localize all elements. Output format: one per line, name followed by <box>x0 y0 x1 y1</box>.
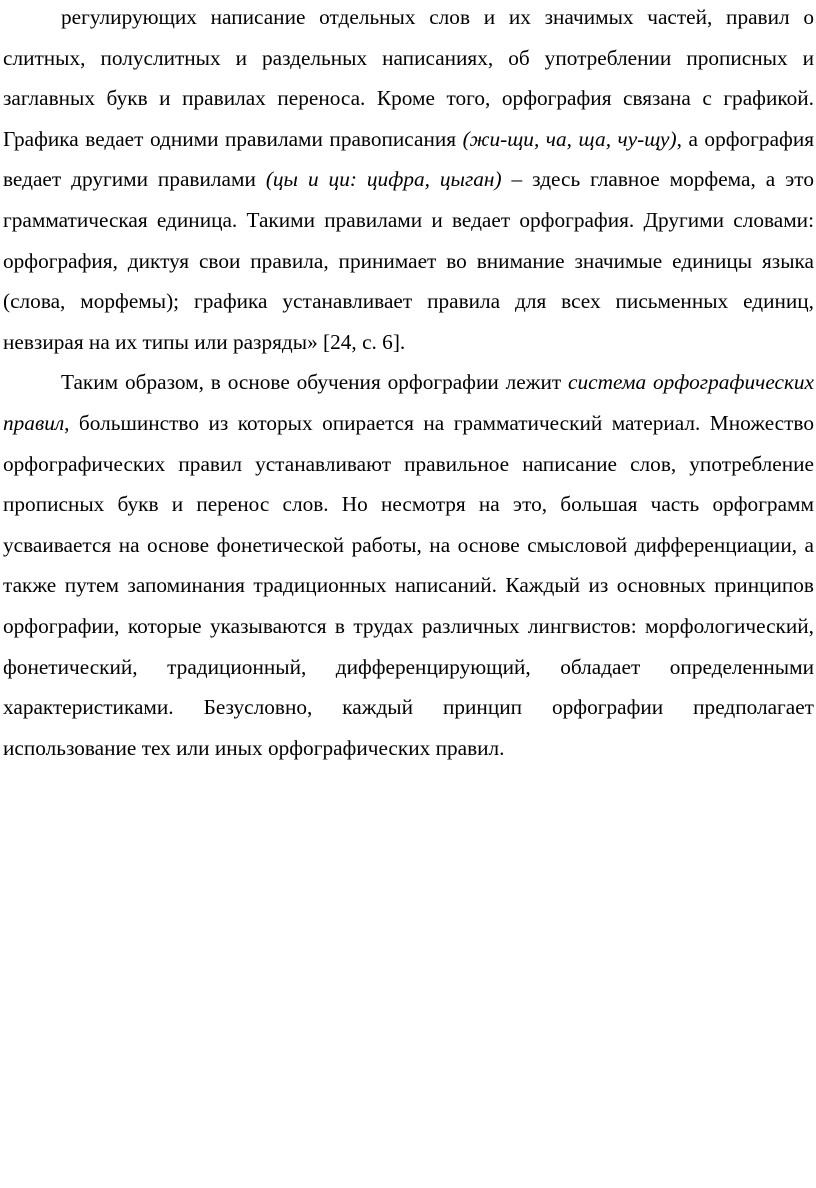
paragraph-1-text-1: регулирующих написание отдельных слов и их значимых частей, правил о слитных, полуслитных и раздельных написаниях, об употреблении прописных и заглавных букв и правилах переноса. Кроме того, орфография связана с графикой. Графика ведает одними правилами правописания <box>3 5 814 151</box>
paragraph-2-text-2: , большинство из которых опирается на грамматический материал. Множество орфографических правил устанавливают правильное написание слов, употребление прописных букв и перенос слов. Но несмотря на это, большая часть орфограмм усваивается на основе фонетической работы, на основе смысловой дифференциации, а также путем запоминания традиционных написаний. Каждый из основных принципов орфографии, которые указываются в трудах различных лингвистов: морфологический, фонетический, традиционный, дифференцирующий, обладает определенными характеристиками. Безусловно, каждый принцип орфографии предполагает использование тех или иных орфографических правил. <box>3 410 814 760</box>
paragraph-1-text-2: , а орфография ведает другими правилами <box>3 126 815 192</box>
paragraph-1 <box>3 0 814 362</box>
paragraph-1-text-3: – здесь главное морфема, а это грамматическая единица. Такими правилами и ведает орфография. Другими словами: орфография, диктуя свои правила, принимает во внимание значимые единицы языка (слова, морфемы); графика устанавливает правила для всех письменных единиц, невзирая на их типы или разряды» [24, с. 6]. <box>3 167 814 354</box>
body-text <box>3 0 814 768</box>
paragraph-2 <box>3 362 814 768</box>
paragraph-2-text-1: Таким образом, в основе обучения орфографии лежит <box>61 370 569 395</box>
paragraph-1-italic-example-2: (цы и ци: цифра, цыган) <box>265 167 502 192</box>
paragraph-1-italic-example-1: (жи-щи, ча, ща, чу-щу) <box>462 126 677 151</box>
paragraph-2-italic-term: система орфографических правил <box>3 370 815 435</box>
